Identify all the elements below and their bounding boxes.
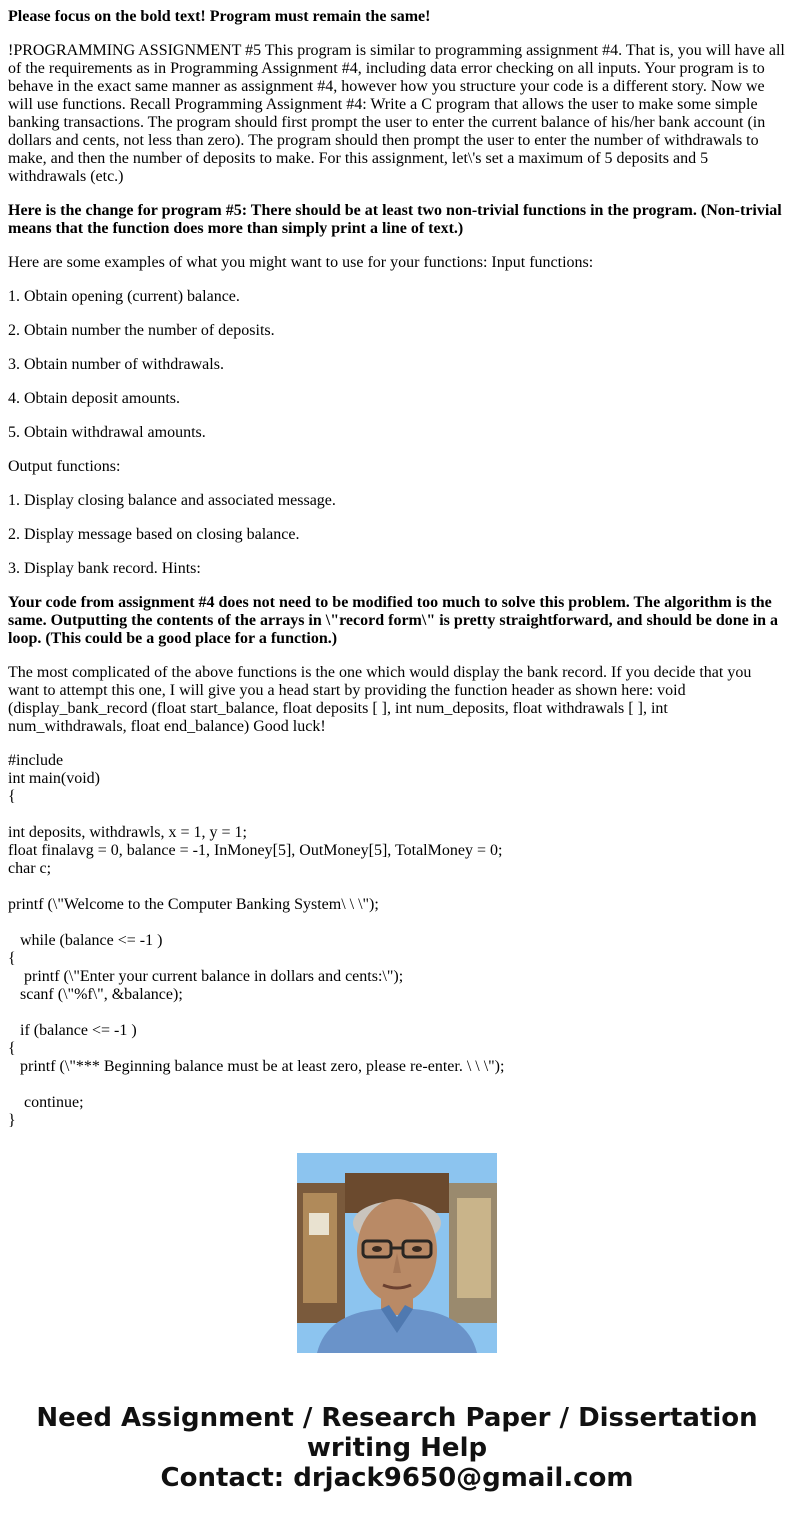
portrait-image — [297, 1153, 497, 1353]
code-line: scanf (\"%f\", &balance); — [8, 986, 183, 1003]
code-line: char c; — [8, 860, 52, 877]
code-line: continue; — [8, 1094, 84, 1111]
banner-line-1: Need Assignment / Research Paper / Dissertation — [36, 1403, 758, 1433]
code-line: int main(void) — [8, 770, 100, 787]
focus-note: Please focus on the bold text! Program must remain the same! — [8, 8, 431, 25]
author-photo — [297, 1153, 497, 1353]
assignment-intro: !PROGRAMMING ASSIGNMENT #5 This program is similar to programming assignment #4. That is, you will have all of the requirements as in Programming Assignment #4, including data error checking on all inputs. Your program is to behave in the exact same manner as assignment #4, however how you structure your code is a different story. Now we will use functions. Recall Programming Assignment #4: Write a C program that allows the user to make some simple banking transactions. The program should first prompt the user to enter the current balance of his/her bank account (in dollars and cents, not less than zero). The program should then prompt the user to enter the number of withdrawals to make, and then the number of deposits to make. For this assignment, let\'s set a maximum of 5 deposits and 5 withdrawals (etc.) — [8, 42, 785, 185]
code-line: } — [8, 1112, 16, 1129]
output-item: 3. Display bank record. Hints: — [8, 560, 201, 577]
code-line: while (balance <= -1 ) — [8, 932, 163, 949]
code-line: printf (\"*** Beginning balance must be at least zero, please re-enter. \ \ \"); — [8, 1058, 505, 1075]
code-line: { — [8, 950, 16, 967]
code-line: { — [8, 1040, 16, 1057]
code-line — [8, 1004, 786, 1022]
function-header-note: The most complicated of the above functions is the one which would display the bank record. If you decide that you want to attempt this one, I will give you a head start by providing the function header as shown here: void (display_bank_record (float start_balance, float deposits [ ], int num_deposits, float withdrawals [ ], int num_withdrawals, float end_balance) Good luck! — [8, 664, 752, 735]
code-line — [8, 878, 786, 896]
code-line: printf (\"Enter your current balance in dollars and cents:\"); — [8, 968, 404, 985]
code-line — [8, 914, 786, 932]
code-line: printf (\"Welcome to the Computer Banking System\ \ \"); — [8, 896, 379, 913]
code-line: float finalavg = 0, balance = -1, InMoney[5], OutMoney[5], TotalMoney = 0; — [8, 842, 503, 859]
output-item: 2. Display message based on closing balance. — [8, 526, 300, 543]
banner-contact-line: Contact: drjack9650@gmail.com — [160, 1463, 634, 1493]
code-line — [8, 806, 786, 824]
input-item: 4. Obtain deposit amounts. — [8, 390, 180, 407]
code-line: if (balance <= -1 ) — [8, 1022, 137, 1039]
examples-intro: Here are some examples of what you might want to use for your functions: Input functions: — [8, 254, 594, 271]
hint-bold: Your code from assignment #4 does not need to be modified too much to solve this problem. The algorithm is the same. Outputting the contents of the arrays in \"record form\" is pretty straightforward, and should be done in a loop. (This could be a good place for a function.) — [8, 594, 779, 647]
code-line: { — [8, 788, 16, 805]
banner-line-2: writing Help — [306, 1433, 488, 1463]
input-item: 2. Obtain number the number of deposits. — [8, 322, 275, 339]
document-body — [8, 8, 786, 752]
input-item: 3. Obtain number of withdrawals. — [8, 356, 224, 373]
input-item: 1. Obtain opening (current) balance. — [8, 288, 240, 305]
output-item: 1. Display closing balance and associated message. — [8, 492, 336, 509]
code-listing — [8, 752, 786, 1129]
output-heading: Output functions: — [8, 458, 121, 475]
code-line: #include — [8, 752, 64, 769]
input-item: 5. Obtain withdrawal amounts. — [8, 424, 206, 441]
program-change-note: Here is the change for program #5: There should be at least two non-trivial functions in the program. (Non-trivial means that the function does more than simply print a line of text.) — [8, 202, 782, 237]
contact-banner — [0, 1403, 794, 1493]
code-line: int deposits, withdrawls, x = 1, y = 1; — [8, 824, 247, 841]
code-line — [8, 1076, 786, 1094]
